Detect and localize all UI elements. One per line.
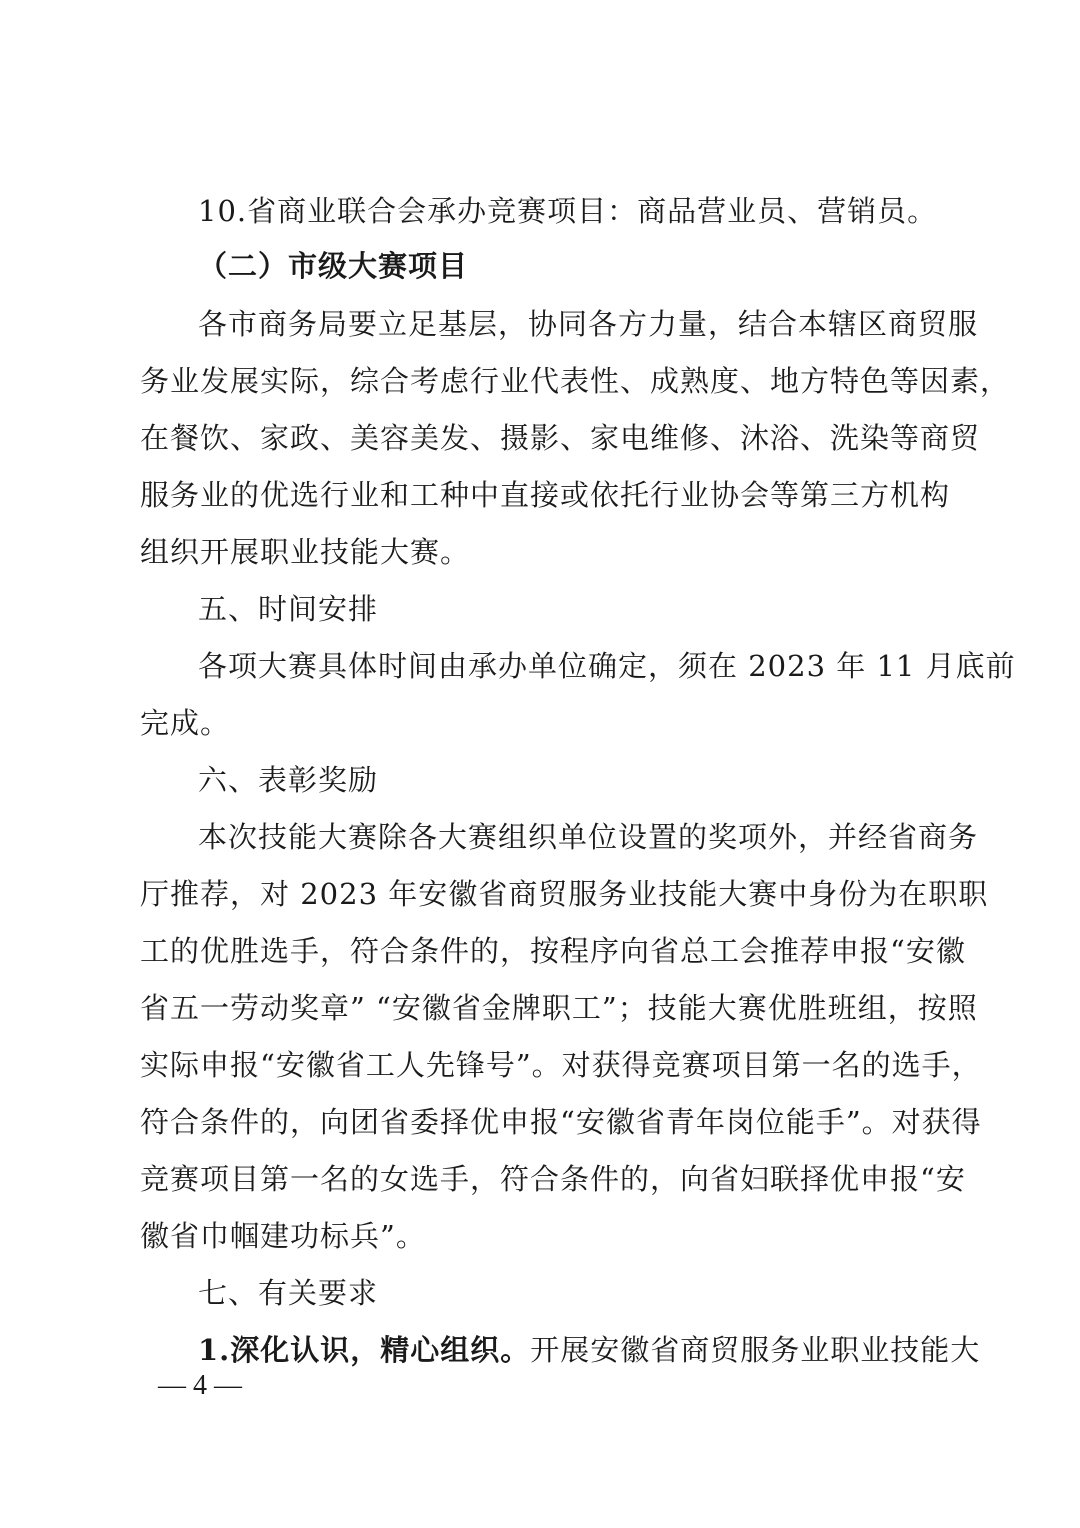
paragraph-line: 符合条件的，向团省委择优申报“安徽省青年岗位能手”。对获得 [140,1105,982,1139]
section-heading-requirements: 七、有关要求 [198,1276,379,1310]
paragraph-line: 务业发展实际，综合考虑行业代表性、成熟度、地方特色等因素， [140,364,1011,398]
paragraph-line: 完成。 [140,706,231,740]
paragraph-line: 本次技能大赛除各大赛组织单位设置的奖项外，并经省商务 [198,820,979,854]
requirement-item-text: 开展安徽省商贸服务业职业技能大 [530,1333,981,1367]
paragraph-line: 组织开展职业技能大赛。 [140,535,471,569]
paragraph-line: 服务业的优选行业和工种中直接或依托行业协会等第三方机构 [140,478,951,512]
paragraph-line: 徽省巾帼建功标兵”。 [140,1219,426,1253]
section-heading-schedule: 五、时间安排 [198,592,379,626]
section-heading-awards: 六、表彰奖励 [198,763,379,797]
paragraph-line [198,1330,981,1370]
paragraph-line: 竞赛项目第一名的女选手，符合条件的，向省妇联择优申报“安 [140,1162,966,1196]
paragraph-line: 在餐饮、家政、美容美发、摄影、家电维修、沐浴、洗染等商贸 [140,421,981,455]
paragraph-line: 厅推荐，对 2023 年安徽省商贸服务业技能大赛中身份为在职职 [140,877,989,911]
subsection-heading-city-level: （二）市级大赛项目 [198,249,469,283]
requirement-item-title: 1.深化认识，精心组织。 [198,1333,531,1367]
page-number: — 4 — [158,1370,242,1401]
paragraph-line: 各市商务局要立足基层，协同各方力量，结合本辖区商贸服 [198,307,979,341]
paragraph-line: 工的优胜选手，符合条件的，按程序向省总工会推荐申报“安徽 [140,934,966,968]
paragraph-line: 实际申报“安徽省工人先锋号”。对获得竞赛项目第一名的选手， [140,1048,982,1082]
paragraph-line: 各项大赛具体时间由承办单位确定，须在 2023 年 11 月底前 [198,649,1016,683]
list-item-10: 10.省商业联合会承办竞赛项目：商品营业员、营销员。 [198,194,938,228]
paragraph-line: 省五一劳动奖章” “安徽省金牌职工”；技能大赛优胜班组，按照 [140,991,978,1025]
